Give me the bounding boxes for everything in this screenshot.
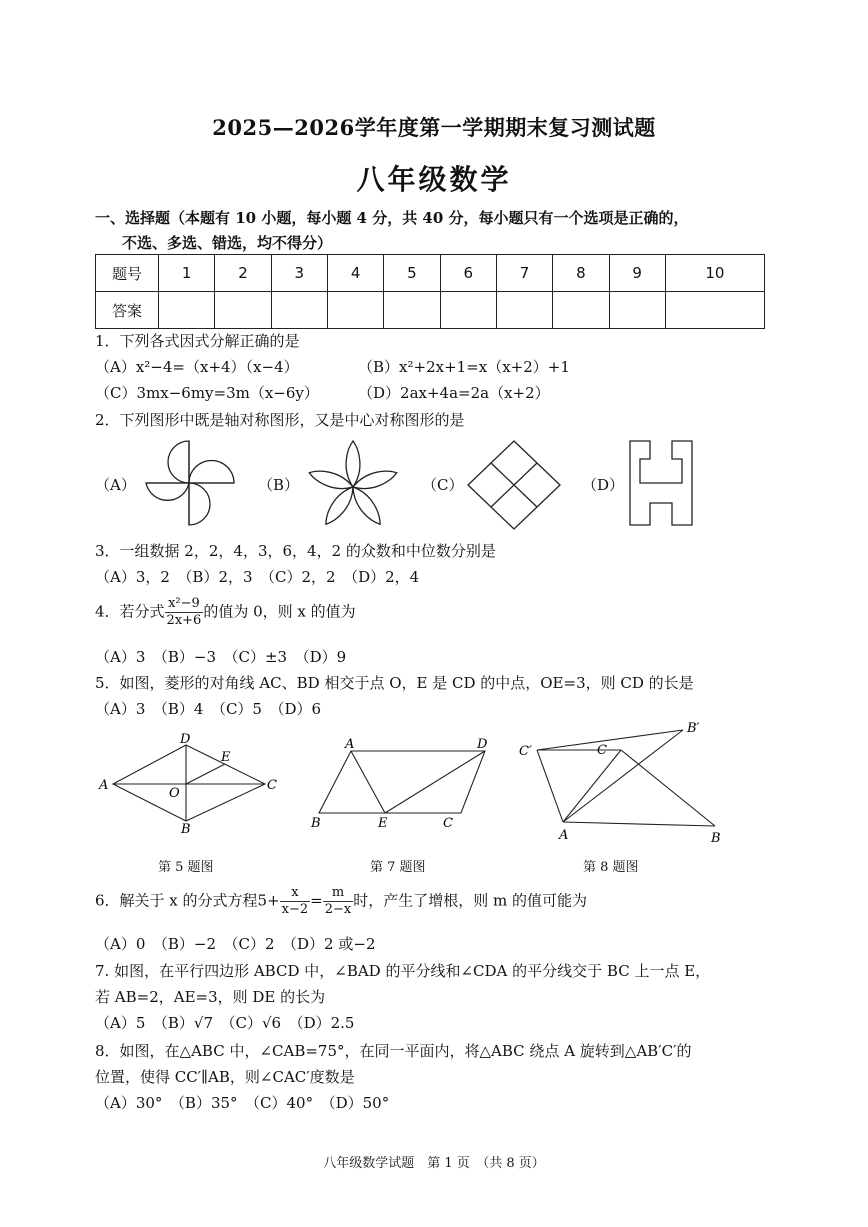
q7-stem-line2: 若 AB=2，AE=3，则 DE 的长为 [95, 988, 326, 1006]
table-cell-number: 7 [496, 255, 552, 292]
fig7-label-c: C [443, 816, 453, 831]
fig8-label-bprime: B′ [687, 721, 700, 736]
answer-cell[interactable] [609, 292, 665, 329]
fig7-caption: 第 7 题图 [370, 860, 426, 875]
figure-bracket-shape [626, 437, 696, 529]
fig8-label-a: A [559, 828, 569, 843]
table-cell-number: 10 [665, 255, 764, 292]
section1-heading-line2: 不选、多选、错选，均不得分） [122, 234, 333, 252]
figure-q5-rhombus [95, 733, 295, 838]
q5-stem: 5．如图，菱形的对角线 AC、BD 相交于点 O，E 是 CD 的中点，OE=3，则 CD 的长是 [95, 674, 694, 692]
q6-options: （A）0 （B）−2 （C）2 （D）2 或−2 [95, 935, 376, 953]
q4-fraction-num: x²−9 [165, 596, 204, 613]
table-cell-number: 2 [215, 255, 271, 292]
fig5-label-o: O [169, 786, 180, 801]
q6-stem-post: 时，产生了增根，则 m 的值可能为 [353, 891, 587, 910]
q1-option-b: （B）x²+2x+1=x（x+2）+1 [358, 358, 570, 376]
q1-option-d: （D）2ax+4a=2a（x+2） [358, 384, 550, 402]
fig5-label-c: C [267, 778, 277, 793]
exam-title: 2025—2026学年度第一学期期末复习测试题 [212, 115, 656, 140]
section1-heading-line1: 一、选择题（本题有 10 小题，每小题 4 分，共 40 分，每小题只有一个选项是正确的， [95, 209, 689, 227]
q1-option-a: （A）x²−4=（x+4）（x−4） [95, 358, 299, 376]
fig7-label-d: D [477, 737, 488, 752]
table-cell-number: 9 [609, 255, 665, 292]
table-row [96, 292, 765, 329]
q2-label-b: （B） [258, 476, 300, 494]
q7-options: （A）5 （B）√7 （C）√6 （D）2.5 [95, 1014, 355, 1032]
answer-cell[interactable] [440, 292, 496, 329]
fig8-label-cprime: C′ [519, 744, 532, 759]
table-row [96, 255, 765, 292]
q2-stem: 2．下列图形中既是轴对称图形，又是中心对称图形的是 [95, 411, 465, 429]
fig7-label-e: E [378, 816, 388, 831]
figure-flower [300, 437, 410, 533]
fig5-label-a: A [99, 778, 109, 793]
fig8-caption: 第 8 题图 [583, 860, 639, 875]
q6-stem [95, 885, 587, 918]
figure-pinwheel [140, 437, 240, 531]
fig7-label-a: A [345, 737, 355, 752]
answer-cell[interactable] [665, 292, 764, 329]
fig8-label-c: C [597, 743, 607, 758]
q6-fraction-1 [280, 885, 311, 918]
q6-fraction-2 [323, 885, 354, 918]
table-cell-number: 1 [159, 255, 215, 292]
q2-label-c: （C） [422, 476, 464, 494]
q4-stem-pre: 4．若分式 [95, 602, 165, 621]
fig5-label-b: B [181, 822, 191, 837]
q8-options: （A）30° （B）35° （C）40° （D）50° [95, 1094, 390, 1112]
q8-stem-line2: 位置，使得 CC′∥AB，则∠CAC′度数是 [95, 1068, 355, 1086]
figure-diamond-lattice [466, 439, 566, 531]
q6-equals: = [310, 891, 323, 910]
table-cell-number: 5 [384, 255, 440, 292]
answer-cell[interactable] [271, 292, 327, 329]
q3-stem: 3．一组数据 2，2，4，3，6，4，2 的众数和中位数分别是 [95, 542, 496, 560]
q6-stem-pre: 6．解关于 x 的分式方程5+ [95, 891, 280, 910]
q4-stem-post: 的值为 0，则 x 的值为 [203, 602, 356, 621]
exam-subtitle: 八年级数学 [356, 163, 512, 196]
q2-label-a: （A） [95, 476, 136, 494]
answer-table [95, 254, 765, 329]
figure-q8-rotation [515, 718, 730, 848]
fig8-label-b: B [711, 831, 721, 846]
answer-cell[interactable] [553, 292, 609, 329]
q1-option-c: （C）3mx−6my=3m（x−6y） [95, 384, 319, 402]
page-footer: 八年级数学试题 第 1 页 （共 8 页） [323, 1156, 545, 1171]
q7-stem-line1: 7. 如图，在平行四边形 ABCD 中，∠BAD 的平分线和∠CDA 的平分线交于 BC 上一点 E， [95, 962, 711, 980]
q5-options: （A）3 （B）4 （C）5 （D）6 [95, 700, 322, 718]
q4-fraction [165, 596, 204, 629]
q4-options: （A）3 （B）−3 （C）±3 （D）9 [95, 648, 347, 666]
figure-q7-parallelogram [305, 735, 505, 835]
q4-fraction-den: 2x+6 [166, 613, 202, 628]
fig7-label-b: B [311, 816, 321, 831]
q8-stem-line1: 8．如图，在△ABC 中，∠CAB=75°，在同一平面内，将△ABC 绕点 A 旋转到△AB′C′的 [95, 1042, 692, 1060]
table-header-question: 题号 [96, 255, 159, 292]
q6-fraction-2-num: m [323, 885, 354, 902]
table-cell-number: 4 [327, 255, 383, 292]
q1-stem: 1．下列各式因式分解正确的是 [95, 332, 300, 350]
q3-options: （A）3，2 （B）2，3 （C）2，2 （D）2，4 [95, 568, 420, 586]
fig5-label-e: E [221, 750, 231, 765]
q6-fraction-2-den: 2−x [324, 902, 352, 917]
answer-cell[interactable] [215, 292, 271, 329]
table-cell-number: 6 [440, 255, 496, 292]
answer-cell[interactable] [159, 292, 215, 329]
answer-cell[interactable] [496, 292, 552, 329]
fig5-caption: 第 5 题图 [158, 860, 214, 875]
q4-stem [95, 596, 356, 629]
answer-cell[interactable] [327, 292, 383, 329]
q6-fraction-1-num: x [280, 885, 311, 902]
fig5-label-d: D [180, 732, 191, 747]
answer-cell[interactable] [384, 292, 440, 329]
q2-label-d: （D） [582, 476, 625, 494]
table-header-answer: 答案 [96, 292, 159, 329]
table-cell-number: 3 [271, 255, 327, 292]
q6-fraction-1-den: x−2 [281, 902, 309, 917]
table-cell-number: 8 [553, 255, 609, 292]
